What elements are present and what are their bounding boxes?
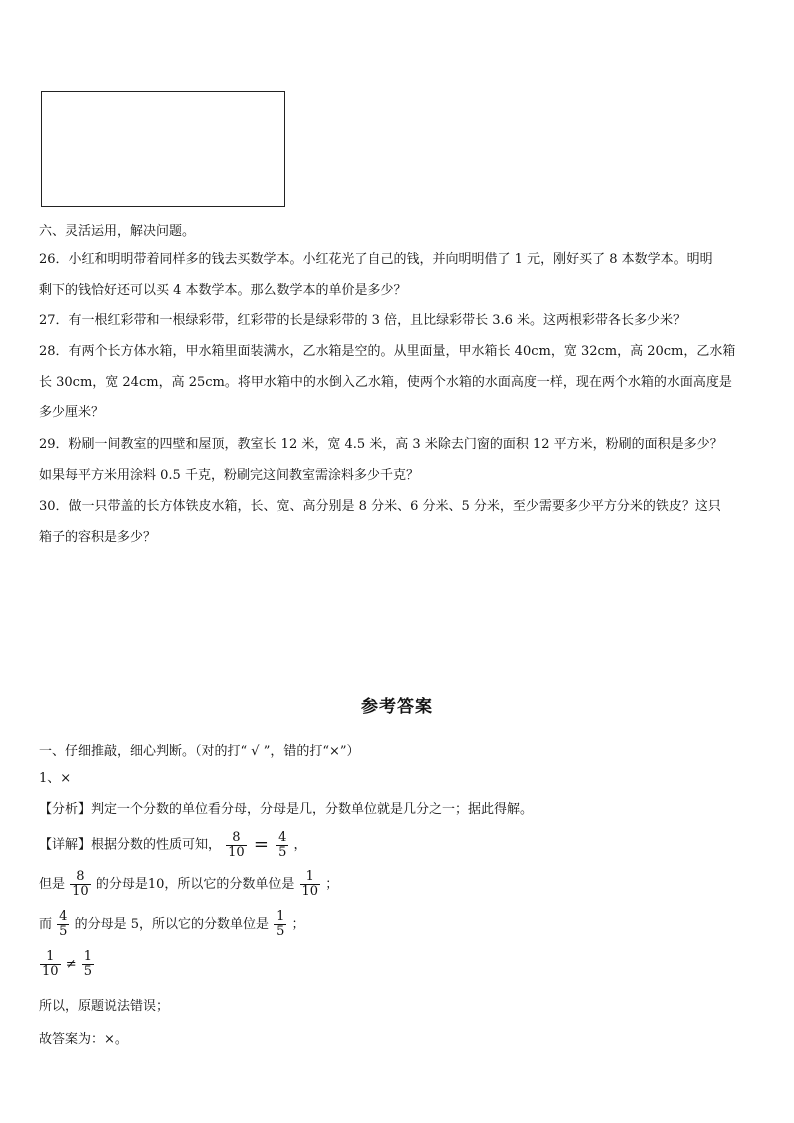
- analysis-text: 【分析】判定一个分数的单位看分母，分母是几，分数单位就是几分之一；据此得解。: [39, 802, 534, 817]
- fraction-8-10: $\frac{8}{10}$: [228, 829, 245, 860]
- section6-heading: 六、灵活运用，解决问题。: [39, 224, 196, 239]
- and-line: [39, 910, 305, 940]
- fraction-4-5: $\frac{4}{5}$: [278, 829, 287, 860]
- but-suffix: ；: [325, 877, 339, 892]
- but-line: [39, 870, 338, 900]
- fraction-4-5: $\frac{4}{5}$: [59, 909, 68, 939]
- not-equal-sign: ≠: [65, 957, 77, 972]
- but-prefix: 但是: [39, 877, 66, 892]
- inequality-line: [39, 950, 95, 980]
- question-27: 27．有一根红彩带和一根绿彩带，红彩带的长是绿彩带的 3 倍，且比绿彩带长 3.6 米。这两根彩带各长多少米？: [39, 313, 687, 328]
- question-26-line1: 26．小红和明明带着同样多的钱去买数学本。小红花光了自己的钱，并向明明借了 1 元，刚好买了 8 本数学本。明明: [39, 252, 713, 267]
- detail-prefix: 【详解】根据分数的性质可知，: [39, 837, 222, 853]
- fraction-1-10: $\frac{1}{10}$: [301, 869, 319, 899]
- answers-title: 参考答案: [361, 697, 433, 717]
- but-middle: 的分母是10，所以它的分数单位是: [95, 877, 295, 892]
- equals-sign: =: [253, 834, 269, 855]
- and-prefix: 而: [39, 917, 53, 932]
- conclusion-text: 所以，原题说法错误；: [39, 999, 170, 1014]
- question-29-line1: 29．粉刷一间教室的四壁和屋顶，教室长 12 米，宽 4.5 米，高 3 米除去门窗的面积 12 平方米，粉刷的面积是多少？: [39, 437, 723, 452]
- detail-line: [39, 830, 307, 861]
- question-28-line2: 长 30cm，宽 24cm，高 25cm。将甲水箱中的水倒入乙水箱，使两个水箱的水面高度一样，现在两个水箱的水面高度是: [39, 375, 732, 390]
- question-26-line2: 剩下的钱恰好还可以买 4 本数学本。那么数学本的单价是多少？: [39, 283, 407, 298]
- question-30-line2: 箱子的容积是多少？: [39, 530, 157, 545]
- question-28-line3: 多少厘米？: [39, 405, 105, 420]
- fraction-1-5: $\frac{1}{5}$: [276, 909, 285, 939]
- question-28-line1: 28．有两个长方体水箱，甲水箱里面装满水，乙水箱是空的。从里面量，甲水箱长 40cm，宽 32cm，高 20cm，乙水箱: [39, 344, 736, 359]
- final-answer: 故答案为：×。: [39, 1032, 128, 1047]
- and-middle: 的分母是 5，所以它的分数单位是: [74, 917, 269, 932]
- drawing-rectangle: [41, 91, 285, 207]
- detail-suffix: ，: [293, 837, 307, 853]
- question-29-line2: 如果每平方米用涂料 0.5 千克，粉刷完这间教室需涂料多少千克？: [39, 468, 419, 483]
- fraction-1-5: $\frac{1}{5}$: [83, 949, 93, 979]
- fraction-1-10: $\frac{1}{10}$: [42, 949, 59, 979]
- answer-item-1: 1、×: [39, 771, 72, 786]
- fraction-8-10: $\frac{8}{10}$: [72, 869, 89, 899]
- answers-section1-heading: 一、仔细推敲，细心判断。（对的打“ √ ”，错的打“×”）: [39, 744, 360, 759]
- and-suffix: ；: [291, 917, 305, 932]
- question-30-line1: 30．做一只带盖的长方体铁皮水箱，长、宽、高分别是 8 分米、6 分米、5 分米，至少需要多少平方分米的铁皮？这只: [39, 499, 721, 514]
